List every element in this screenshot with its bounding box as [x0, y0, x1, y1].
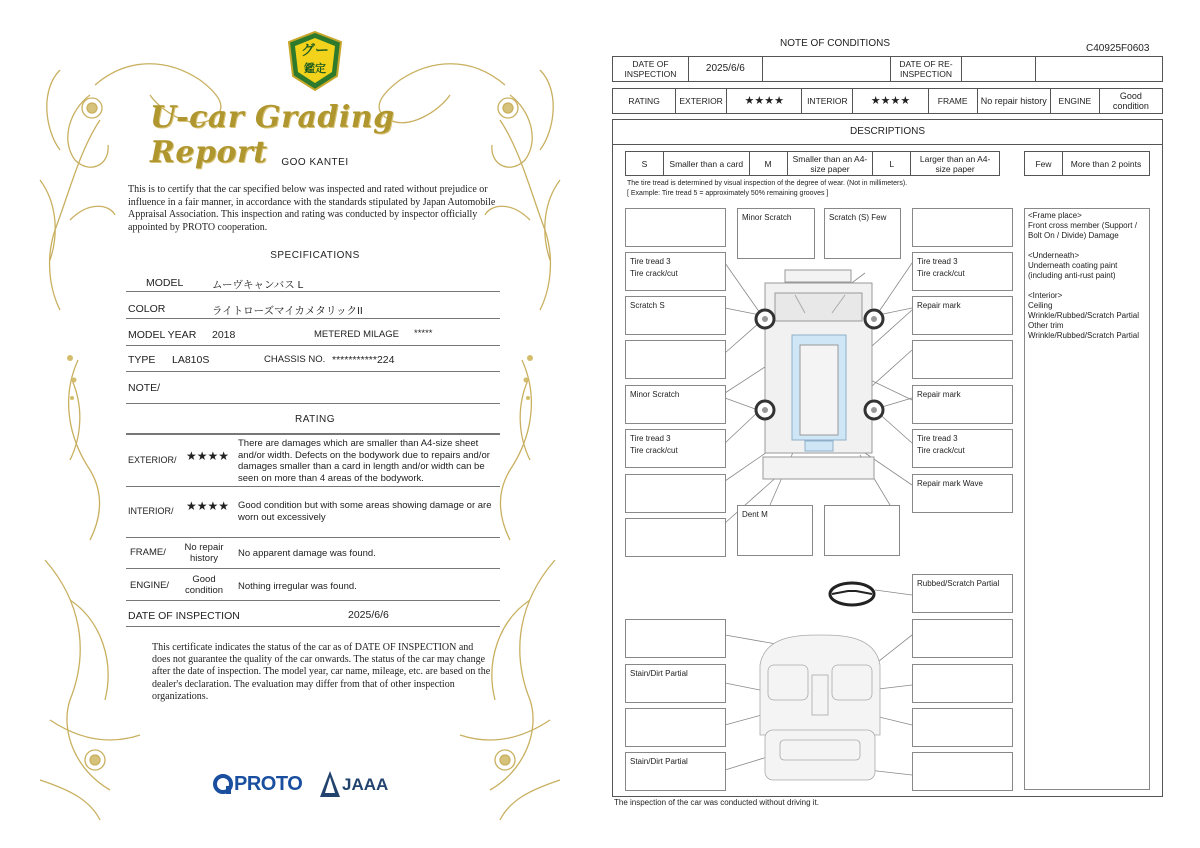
conditions-footer: The inspection of the car was conducted without driving it.	[614, 798, 819, 807]
desc-box	[912, 708, 1013, 747]
interior-rating-row	[126, 493, 500, 538]
engine-rating-row	[126, 571, 500, 601]
desc-box-left-fender: Scratch S	[625, 296, 726, 335]
reinspection-value	[962, 57, 1036, 82]
badge-top-text: グー	[301, 42, 329, 58]
spec-row-color	[126, 295, 500, 319]
engine-value: Good condition	[1099, 89, 1162, 114]
engine-value: Good condition	[184, 574, 224, 596]
additional-notes: <Frame place> Front cross member (Support / Bolt On / Divide) Damage <Underneath> Underneath coating paint (including anti-rust paint) <Interior> Ceiling Wrinkle/Rubbed/Scratch Partial Other trim Wrinkle/Rubbed/Scratch Partial	[1024, 208, 1150, 790]
desc-box-tire-front-left: Tire tread 3 Tire crack/cut	[625, 252, 726, 291]
exterior-stars: ★★★★	[727, 89, 802, 114]
desc-box	[912, 664, 1013, 703]
model-year-label: MODEL YEAR	[128, 329, 197, 341]
spec-row-type	[126, 348, 500, 372]
desc-box-left-rear-door: Minor Scratch	[625, 385, 726, 424]
empty-cell	[762, 57, 890, 82]
jaaa-logo	[320, 770, 400, 798]
desc-box-rear-left: Dent M	[737, 505, 813, 556]
desc-box	[625, 619, 726, 658]
desc-box-steering: Rubbed/Scratch Partial	[912, 574, 1013, 613]
type-label: TYPE	[128, 354, 156, 366]
spec-row-year	[126, 322, 500, 346]
legend-m-text: Smaller than an A4-size paper	[787, 152, 873, 176]
desc-box	[912, 208, 1013, 247]
interior-label: INTERIOR	[802, 89, 853, 114]
legend-m: M	[749, 152, 787, 176]
inspection-date-label: DATE OF INSPECTION	[128, 610, 240, 622]
frame-value: No repair history	[184, 542, 224, 564]
interior-description: Good condition but with some areas showing damage or are worn out excessively	[238, 500, 492, 523]
badge-bottom-text: 鑑定	[304, 63, 326, 75]
engine-label: ENGINE	[1050, 89, 1099, 114]
tread-example: [ Example: Tire tread 5 = approximately 50% remaining grooves ]	[627, 190, 829, 197]
rating-label: RATING	[613, 89, 676, 114]
rating-table	[612, 88, 1163, 114]
desc-box	[625, 708, 726, 747]
conditions-title: NOTE OF CONDITIONS	[780, 38, 890, 49]
mileage-value: *****	[414, 328, 433, 339]
specs-heading: SPECIFICATIONS	[270, 250, 360, 261]
desc-box-front-seat: Stain/Dirt Partial	[625, 664, 726, 703]
document-id: C40925F0603	[1086, 43, 1150, 54]
desc-box	[625, 340, 726, 379]
steering-wheel-icon	[830, 583, 874, 605]
proto-logo	[212, 770, 322, 798]
exterior-label: EXTERIOR	[676, 89, 727, 114]
car-top-view-icon	[756, 270, 883, 479]
type-value: LA810S	[172, 354, 210, 366]
chassis-value: ***********224	[332, 354, 395, 366]
desc-box	[912, 752, 1013, 791]
jaaa-logo-text: JAAA	[342, 775, 389, 794]
exterior-rating-row	[126, 435, 500, 487]
frame-value: No repair history	[977, 89, 1050, 114]
exterior-stars: ★★★★	[186, 449, 230, 463]
inspection-date-table	[612, 56, 1163, 82]
report-title: U-car Grading Report	[150, 100, 395, 170]
desc-box	[912, 340, 1013, 379]
desc-box-tire-rear-left: Tire tread 3 Tire crack/cut	[625, 429, 726, 468]
reinspection-label: DATE OF RE-INSPECTION	[890, 57, 962, 82]
interior-label: INTERIOR/	[128, 506, 174, 516]
frame-rating-row	[126, 538, 500, 569]
jaaa-logo-icon	[320, 771, 340, 797]
desc-box-right-rear-door: Repair mark	[912, 385, 1013, 424]
chassis-label: CHASSIS NO.	[264, 354, 326, 365]
note-label: NOTE/	[128, 382, 161, 394]
legend-few: Few	[1025, 152, 1063, 176]
few-legend	[1024, 151, 1150, 176]
date-label: DATE OF INSPECTION	[613, 57, 689, 82]
model-label: MODEL	[146, 277, 184, 289]
engine-description: Nothing irregular was found.	[238, 581, 357, 592]
desc-box	[625, 474, 726, 513]
desc-box	[625, 208, 726, 247]
legend-l-text: Larger than an A4-size paper	[911, 152, 1000, 176]
date-value: 2025/6/6	[688, 57, 762, 82]
proto-logo-icon	[212, 772, 234, 796]
color-label: COLOR	[128, 303, 166, 315]
car-interior-icon	[760, 635, 880, 780]
frame-label: FRAME/	[130, 547, 166, 558]
inspection-date-row	[126, 603, 500, 627]
certification-statement: This is to certify that the car specified below was inspected and rated without prejudice or influence in a fair manner, in accordance with the standards stipulated by Japan Automobile Appraisal Association. This inspection and rating was conducted by inspector officially appointed by PROTO cooperation.	[128, 184, 496, 233]
mileage-label: METERED MILAGE	[314, 329, 399, 340]
legend-l: L	[873, 152, 911, 176]
certificate-disclaimer: This certificate indicates the status of the car as of DATE OF INSPECTION and does not guarantee the quality of the car onwards. The status of the car may change after the date of inspection. The model year, car name, mileage, etc. are based on the dealer's declaration. The evaluation may differ from that of other inspection organizations.	[152, 642, 491, 702]
size-legend	[625, 151, 1000, 176]
desc-box	[912, 619, 1013, 658]
engine-label: ENGINE/	[130, 580, 170, 591]
desc-box	[824, 505, 900, 556]
spec-row-note	[126, 374, 500, 404]
frame-label: FRAME	[928, 89, 977, 114]
inspection-date-value: 2025/6/6	[348, 609, 389, 621]
desc-box-tire-front-right: Tire tread 3 Tire crack/cut	[912, 252, 1013, 291]
report-subtitle: GOO KANTEI	[281, 157, 349, 168]
legend-s: S	[626, 152, 664, 176]
model-value: ムーヴキャンバス L	[212, 279, 304, 291]
proto-logo-text: PROTO	[234, 773, 303, 795]
interior-stars: ★★★★	[853, 89, 928, 114]
tread-note: The tire tread is determined by visual inspection of the degree of wear. (Not in millimeters).	[627, 180, 908, 187]
desc-box	[625, 518, 726, 557]
interior-stars: ★★★★	[186, 499, 230, 513]
desc-box-front-right: Scratch (S) Few	[824, 208, 901, 259]
desc-box-rear-seat: Stain/Dirt Partial	[625, 752, 726, 791]
desc-box-tire-rear-right: Tire tread 3 Tire crack/cut	[912, 429, 1013, 468]
rating-heading: RATING	[294, 414, 336, 425]
spec-row-model	[126, 270, 500, 292]
desc-box-rear-right: Repair mark Wave	[912, 474, 1013, 513]
frame-description: No apparent damage was found.	[238, 548, 376, 559]
model-year-value: 2018	[212, 329, 236, 341]
descriptions-heading: DESCRIPTIONS	[612, 119, 1163, 145]
exterior-label: EXTERIOR/	[128, 455, 177, 465]
legend-few-text: More than 2 points	[1063, 152, 1150, 176]
desc-box-front-left: Minor Scratch	[737, 208, 815, 259]
empty-cell	[1036, 57, 1163, 82]
exterior-description: There are damages which are smaller than A4-size sheet and/or width. Defects on the bodywork due to repairs and/or damages smaller than a card in length and/or width can be seen on more than 4 areas of the bodywork.	[238, 438, 490, 484]
color-value: ライトローズマイカメタリックII	[212, 305, 363, 317]
goo-kantei-badge-icon	[287, 30, 343, 92]
legend-s-text: Smaller than a card	[663, 152, 749, 176]
desc-box-right-fender: Repair mark	[912, 296, 1013, 335]
